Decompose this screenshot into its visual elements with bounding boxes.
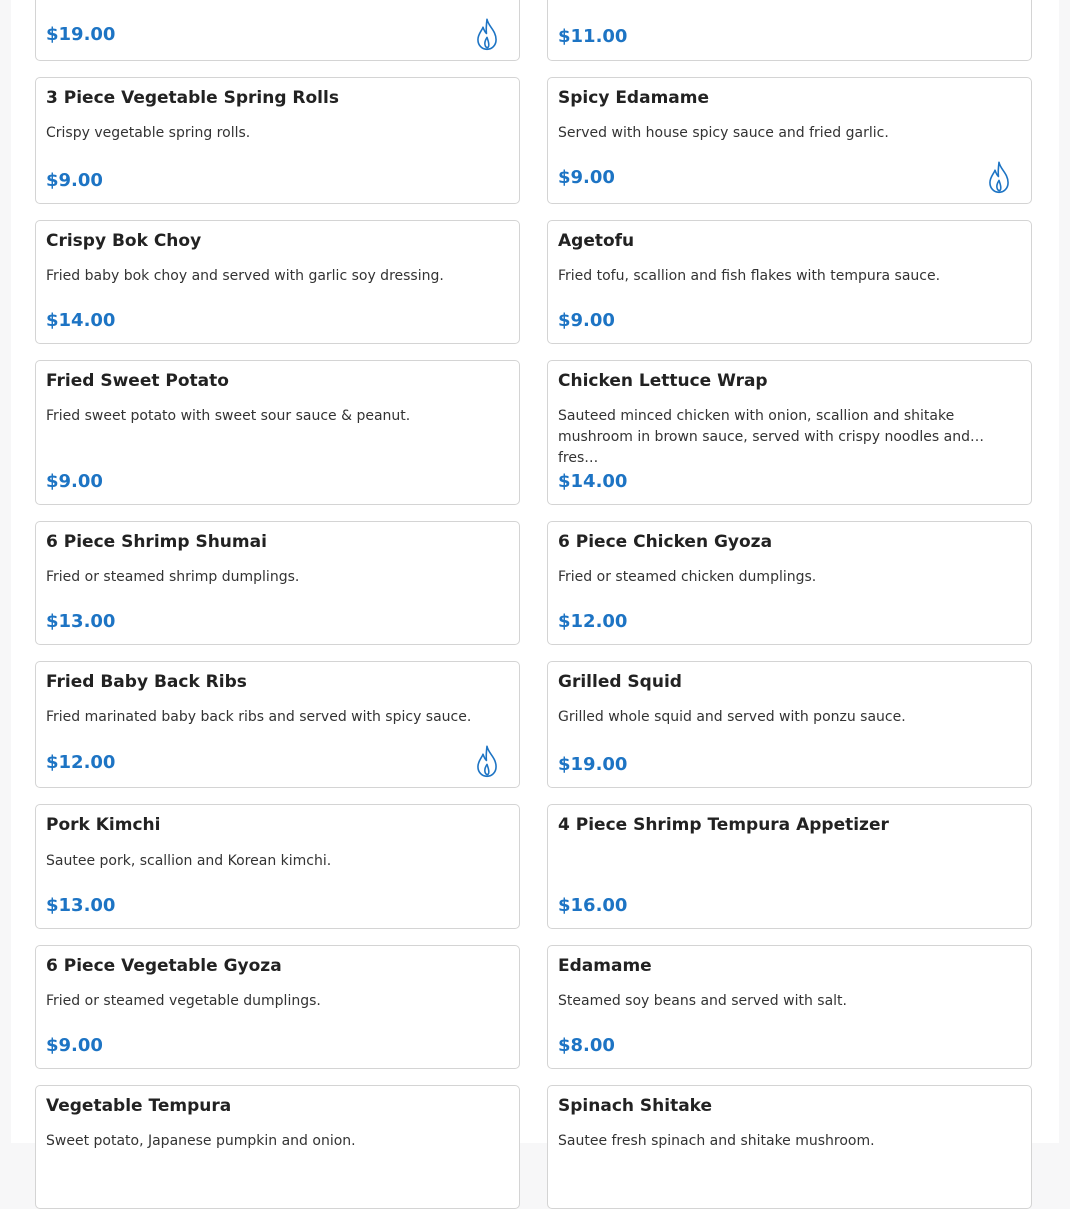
- menu-item-card[interactable]: [35, 945, 520, 1069]
- item-price: $16.00: [558, 895, 628, 916]
- item-price: $9.00: [46, 170, 103, 191]
- menu-item-card[interactable]: [547, 521, 1032, 645]
- menu-item-card[interactable]: [35, 220, 520, 344]
- item-description: Sautee fresh spinach and shitake mushroom.: [558, 1133, 875, 1149]
- item-price: $14.00: [558, 471, 628, 492]
- menu-item-card[interactable]: [547, 804, 1032, 929]
- item-description: Sautee pork, scallion and Korean kimchi.: [46, 853, 332, 869]
- item-description: Fried or steamed shrimp dumplings.: [46, 569, 300, 585]
- item-name: Edamame: [558, 956, 652, 976]
- item-price: $9.00: [558, 310, 615, 331]
- item-price: $8.00: [558, 1035, 615, 1056]
- item-name: Spinach Shitake: [558, 1096, 713, 1116]
- menu-item-card[interactable]: [547, 661, 1032, 788]
- item-description: Fried marinated baby back ribs and served with spicy sauce.: [46, 709, 472, 725]
- item-price: $19.00: [558, 754, 628, 775]
- item-name: 6 Piece Chicken Gyoza: [558, 532, 773, 552]
- item-price: $12.00: [558, 611, 628, 632]
- menu-item-card[interactable]: [547, 0, 1032, 61]
- menu-item-card[interactable]: [35, 1085, 520, 1209]
- menu-page: [11, 0, 1059, 1149]
- item-description: Served with house spicy sauce and fried garlic.: [558, 125, 889, 141]
- menu-item-card[interactable]: [35, 77, 520, 204]
- menu-item-card[interactable]: [547, 220, 1032, 344]
- flame-icon: [473, 744, 501, 778]
- item-price: $13.00: [46, 895, 116, 916]
- item-price: $9.00: [46, 471, 103, 492]
- item-name: Crispy Bok Choy: [46, 231, 202, 251]
- item-price: $14.00: [46, 310, 116, 331]
- item-name: 3 Piece Vegetable Spring Rolls: [46, 88, 339, 108]
- item-description: Sweet potato, Japanese pumpkin and onion.: [46, 1133, 356, 1149]
- item-price: $12.00: [46, 752, 116, 773]
- flame-icon: [985, 160, 1013, 194]
- item-price: $9.00: [558, 167, 615, 188]
- item-description: Fried baby bok choy and served with garlic soy dressing.: [46, 268, 444, 284]
- menu-item-card[interactable]: [35, 661, 520, 788]
- menu-item-card[interactable]: [35, 804, 520, 929]
- item-description: Fried or steamed chicken dumplings.: [558, 569, 817, 585]
- item-description: Fried or steamed vegetable dumplings.: [46, 993, 321, 1009]
- item-description: Sauteed minced chicken with onion, scallion and shitake mushroom in brown sauce, served with crispy noodles and fres…: [558, 408, 970, 466]
- item-name: Agetofu: [558, 231, 635, 251]
- menu-item-card[interactable]: [35, 360, 520, 505]
- item-name: 6 Piece Shrimp Shumai: [46, 532, 267, 552]
- item-name: Spicy Edamame: [558, 88, 709, 108]
- item-name: 4 Piece Shrimp Tempura Appetizer: [558, 815, 889, 835]
- item-price: $11.00: [558, 26, 628, 47]
- item-price: $9.00: [46, 1035, 103, 1056]
- item-name: Vegetable Tempura: [46, 1096, 232, 1116]
- menu-item-card[interactable]: [547, 1085, 1032, 1209]
- item-name: Fried Sweet Potato: [46, 371, 229, 391]
- item-name: Grilled Squid: [558, 672, 682, 692]
- menu-item-card[interactable]: [547, 945, 1032, 1069]
- item-price: $13.00: [46, 611, 116, 632]
- menu-item-card[interactable]: [547, 77, 1032, 204]
- item-description: Fried tofu, scallion and fish flakes with tempura sauce.: [558, 268, 941, 284]
- item-name: Pork Kimchi: [46, 815, 161, 835]
- item-description: Fried sweet potato with sweet sour sauce & peanut.: [46, 408, 411, 424]
- menu-item-card[interactable]: [547, 360, 1032, 505]
- item-description: Steamed soy beans and served with salt.: [558, 993, 847, 1009]
- menu-item-card[interactable]: [35, 0, 520, 61]
- item-price: $19.00: [46, 24, 116, 45]
- menu-item-card[interactable]: [35, 521, 520, 645]
- item-description: Crispy vegetable spring rolls.: [46, 125, 251, 141]
- flame-icon: [473, 17, 501, 51]
- item-name: Chicken Lettuce Wrap: [558, 371, 768, 391]
- item-name: Fried Baby Back Ribs: [46, 672, 247, 692]
- item-description: Grilled whole squid and served with ponzu sauce.: [558, 709, 906, 725]
- item-name: 6 Piece Vegetable Gyoza: [46, 956, 282, 976]
